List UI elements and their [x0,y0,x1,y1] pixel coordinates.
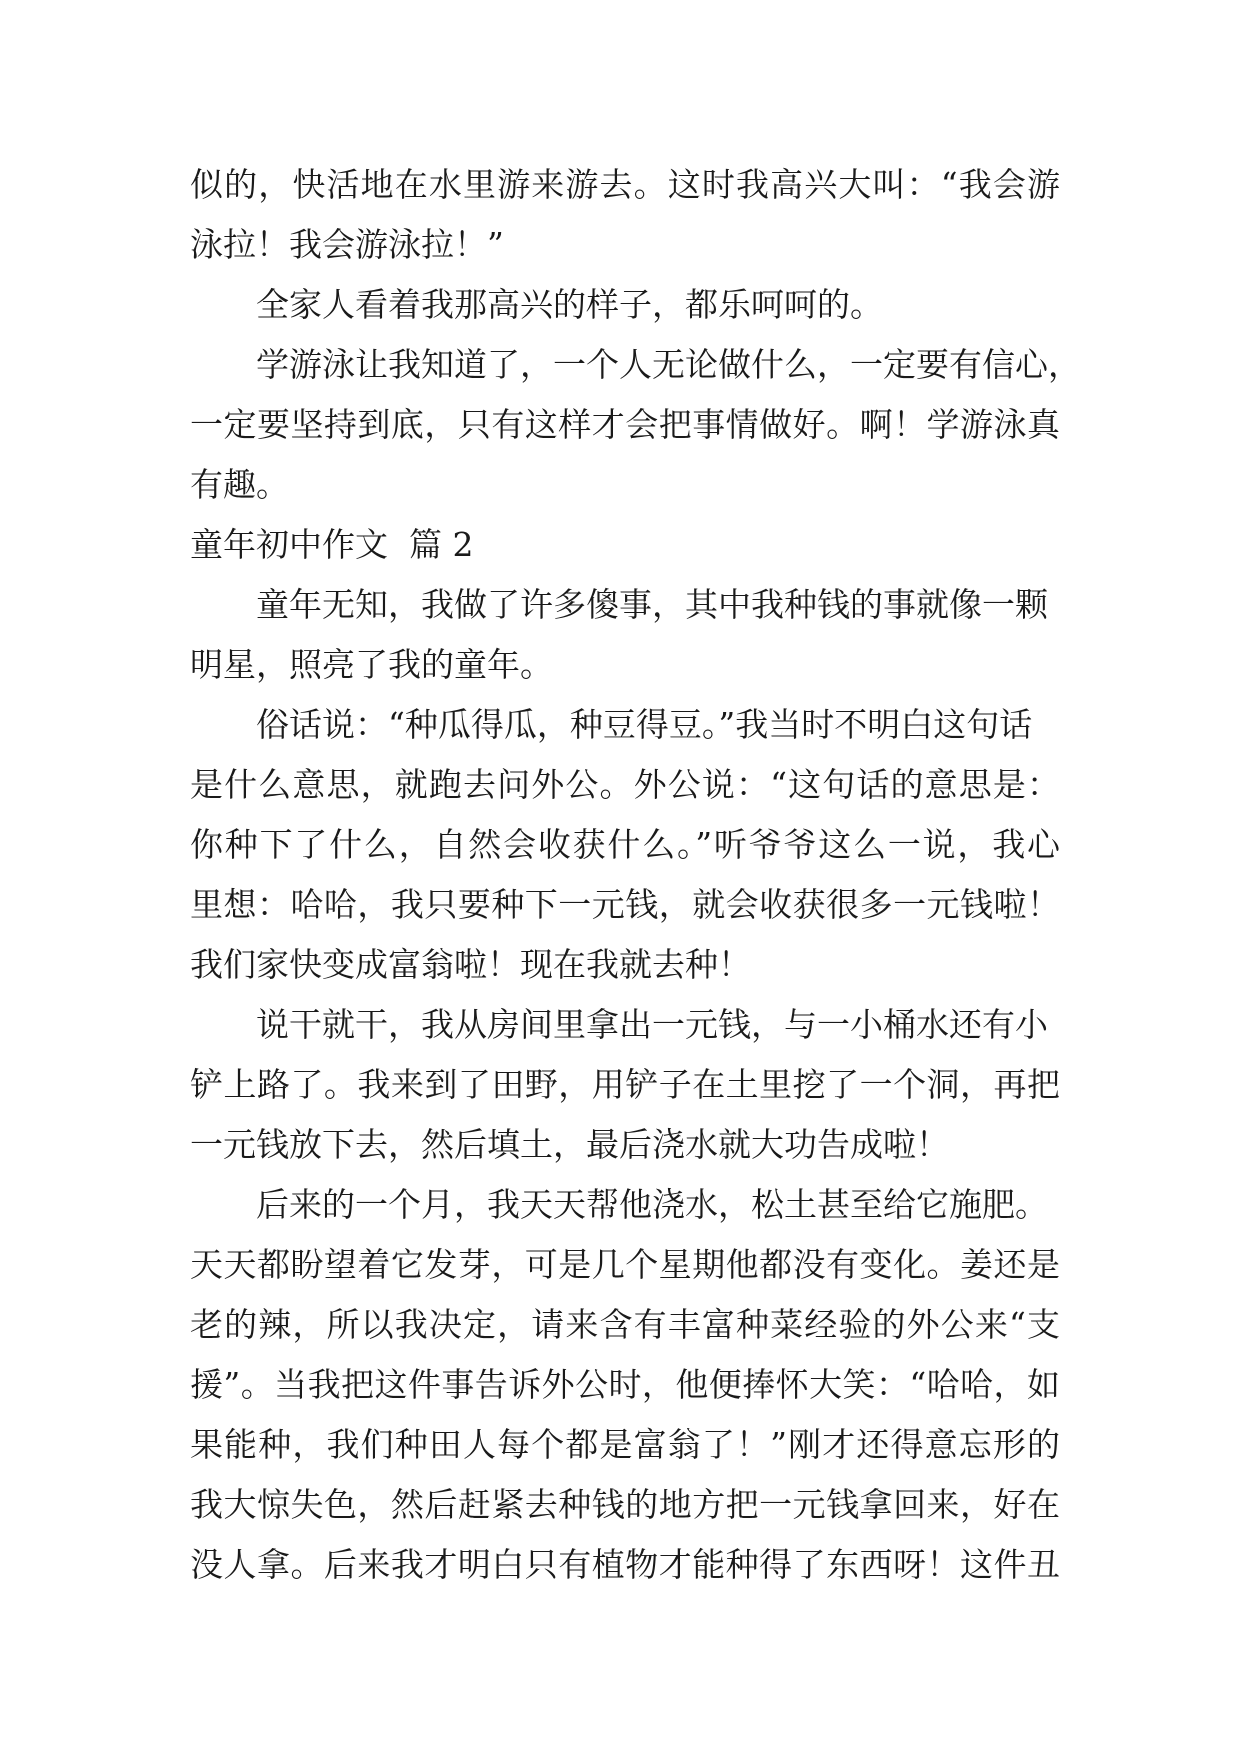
text-line: 一定要坚持到底，只有这样才会把事情做好。啊！学游泳真 [190,405,1060,444]
section-heading: 童年初中作文 篇 2 [190,525,474,564]
text-line: 一元钱放下去，然后填土，最后浇水就大功告成啦！ [190,1125,949,1164]
text-line: 天天都盼望着它发芽，可是几个星期他都没有变化。姜还是 [190,1245,1060,1284]
text-line: 老的辣，所以我决定，请来含有丰富种菜经验的外公来“支 [190,1305,1060,1344]
text-line: 泳拉！我会游泳拉！” [190,225,504,264]
text-line: 学游泳让我知道了，一个人无论做什么，一定要有信心， [256,345,1081,384]
text-line: 果能种，我们种田人每个都是富翁了！”刚才还得意忘形的 [190,1425,1060,1464]
text-line: 俗话说：“种瓜得瓜，种豆得豆。”我当时不明白这句话 [256,705,1033,744]
text-line: 是什么意思，就跑去问外公。外公说：“这句话的意思是： [190,765,1060,804]
text-line: 我们家快变成富翁啦！现在我就去种！ [190,945,751,984]
text-line: 说干就干，我从房间里拿出一元钱，与一小桶水还有小 [256,1005,1048,1044]
text-line: 有趣。 [190,465,289,504]
text-line: 全家人看着我那高兴的样子，都乐呵呵的。 [256,285,883,324]
text-line: 援”。当我把这件事告诉外公时，他便捧怀大笑：“哈哈，如 [190,1365,1060,1404]
text-line: 没人拿。后来我才明白只有植物才能种得了东西呀！这件丑 [190,1545,1060,1584]
text-line: 似的，快活地在水里游来游去。这时我高兴大叫：“我会游 [190,165,1060,204]
document-body [190,155,1081,1595]
text-line: 明星，照亮了我的童年。 [190,645,553,684]
text-line: 后来的一个月，我天天帮他浇水，松土甚至给它施肥。 [256,1185,1048,1224]
text-line: 铲上路了。我来到了田野，用铲子在土里挖了一个洞，再把 [190,1065,1060,1104]
text-line: 我大惊失色，然后赶紧去种钱的地方把一元钱拿回来，好在 [190,1485,1060,1524]
text-line: 童年无知，我做了许多傻事，其中我种钱的事就像一颗 [256,585,1048,624]
text-line: 里想：哈哈，我只要种下一元钱，就会收获很多一元钱啦！ [190,885,1060,924]
text-line: 你种下了什么，自然会收获什么。”听爷爷这么一说，我心 [190,825,1060,864]
